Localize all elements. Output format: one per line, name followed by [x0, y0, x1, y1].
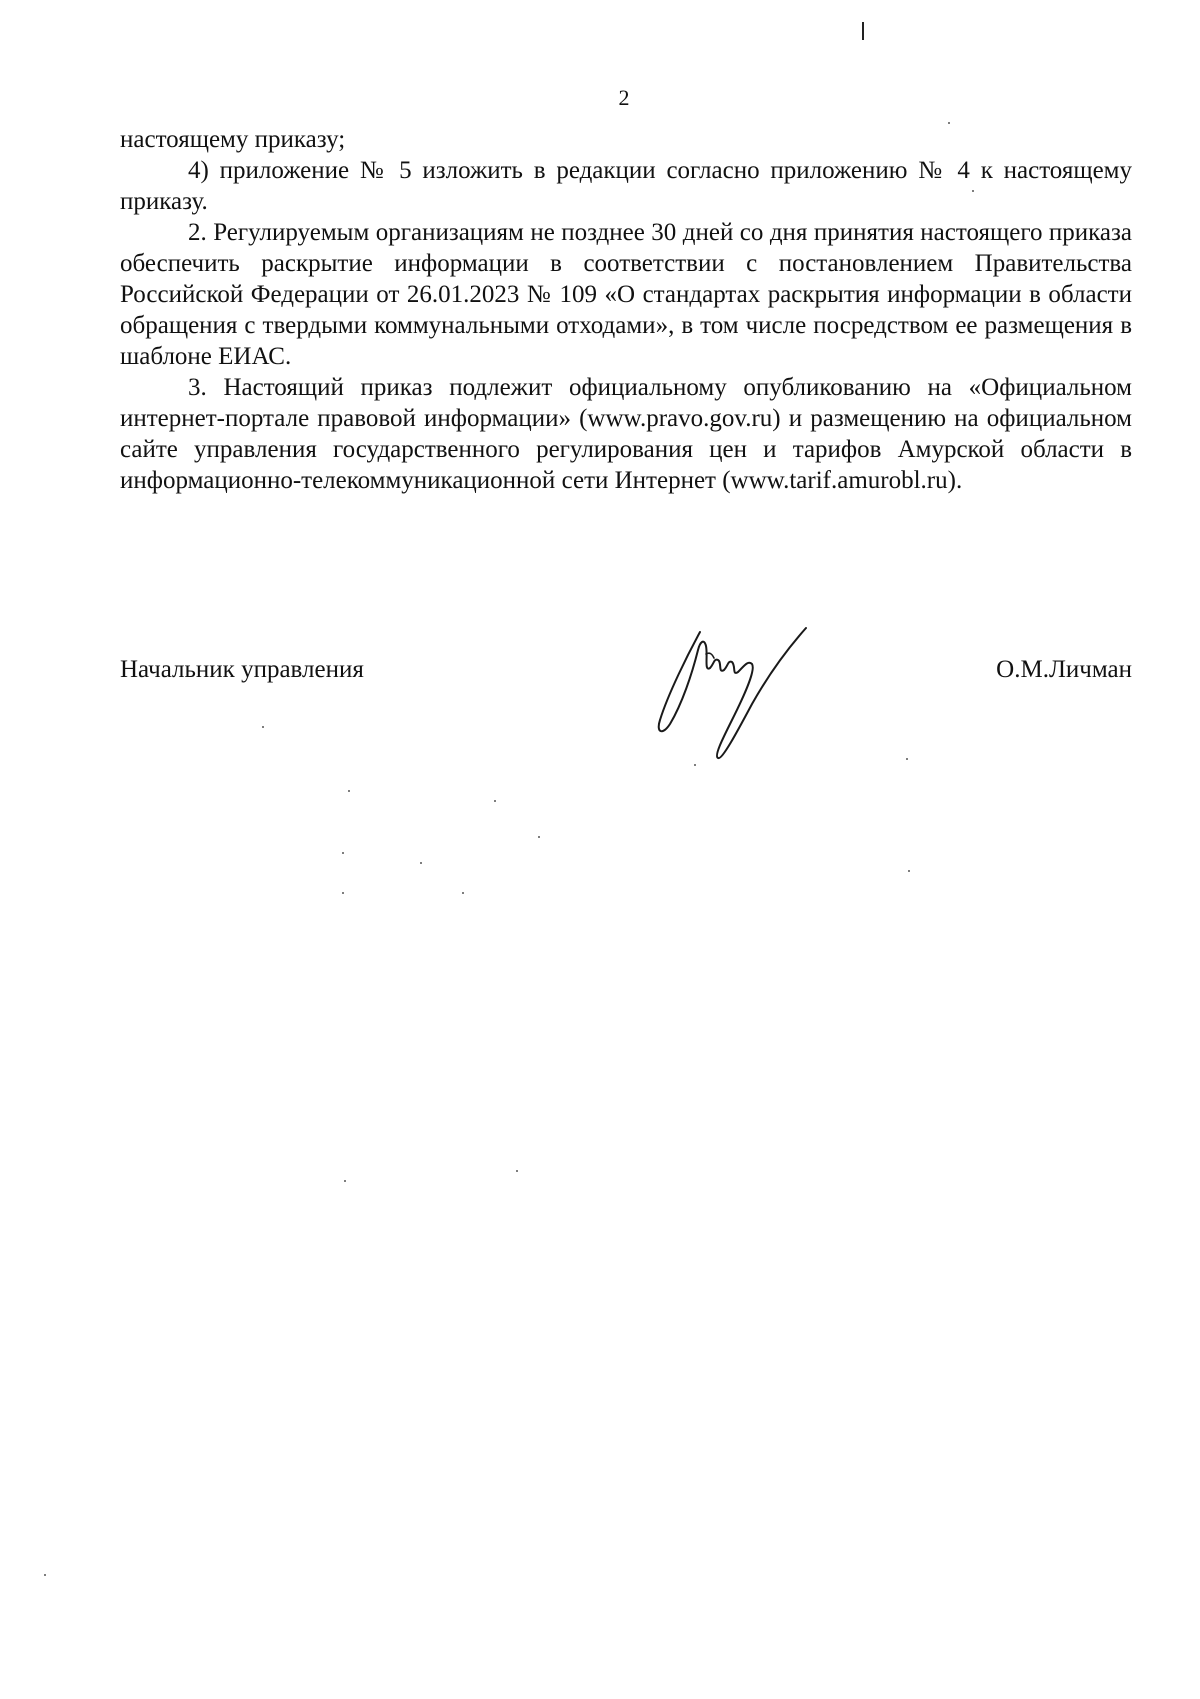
paragraph-item-4: 4) приложение № 5 изложить в редакции согласно приложению № 4 к настоящему приказу. — [120, 157, 1132, 215]
paragraph-continuation: настоящему приказу; — [120, 126, 346, 153]
scan-speck — [44, 1574, 46, 1576]
scan-speck — [516, 1170, 518, 1172]
scan-speck — [972, 190, 974, 192]
scan-speck — [262, 726, 264, 728]
scan-speck — [344, 1180, 346, 1182]
document-body — [120, 124, 1132, 496]
scan-speck — [420, 862, 422, 864]
scan-artifact-mark — [862, 22, 864, 40]
scan-speck — [494, 800, 496, 802]
scan-speck — [694, 764, 696, 766]
scan-speck — [348, 790, 350, 792]
scan-speck — [906, 758, 908, 760]
paragraph-clause-3: 3. Настоящий приказ подлежит официальному опубликованию на «Официальном интернет-портале правовой информации» (www.pravo.gov.ru) и размещению на официальном сайте управления государственного регулирования цен и тарифов Амурской области в информационно-телекоммуникационной сети Интернет (www.tarif.amurobl.ru). — [120, 374, 1132, 494]
signer-name: О.М.Личман — [996, 656, 1132, 683]
page-number: 2 — [618, 85, 630, 110]
signature-block — [120, 654, 1132, 694]
scan-speck — [462, 892, 464, 894]
paragraph-clause-2: 2. Регулируемым организациям не позднее 30 дней со дня принятия настоящего приказа обеспечить раскрытие информации в соответствии с постановлением Правительства Российской Федерации от 26.01.2023 № 109 «О стандартах раскрытия информации в области обращения с твердыми коммунальными отходами», в том числе посредством ее размещения в шаблоне ЕИАС. — [120, 219, 1132, 370]
signer-title: Начальник управления — [120, 656, 364, 683]
scan-speck — [342, 892, 344, 894]
handwritten-signature-icon — [648, 624, 818, 764]
scan-speck — [538, 836, 540, 838]
scan-speck — [948, 122, 950, 124]
scan-speck — [908, 870, 910, 872]
scan-speck — [342, 852, 344, 854]
